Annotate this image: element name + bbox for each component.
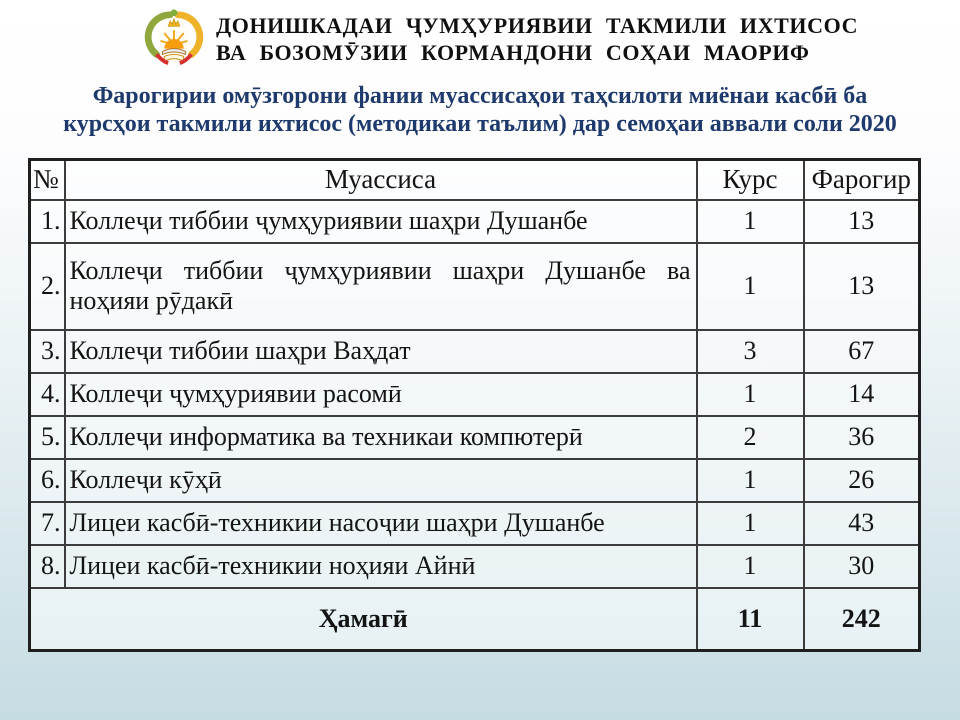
- total-enrolled: 242: [804, 588, 920, 651]
- row-number-cell: 3.: [30, 330, 65, 373]
- total-label: Ҳамагӣ: [30, 588, 697, 651]
- table-row: [30, 502, 920, 545]
- institution-cell: Коллеҷи тиббии ҷумҳуриявии шаҳри Душанбе: [65, 200, 697, 243]
- row-number-cell: 5.: [30, 416, 65, 459]
- header-enrolled: Фарогир: [804, 160, 920, 200]
- row-number-cell: 1.: [30, 200, 65, 243]
- course-cell: 1: [697, 373, 804, 416]
- institute-name-line1: ДОНИШКАДАИ ҶУМҲУРИЯВИИ ТАКМИЛИ ИХТИСОС: [216, 13, 859, 38]
- institution-cell: Коллеҷи тиббии ҷумҳуриявии шаҳри Душанбе ва ноҳияи рӯдакӣ: [65, 243, 697, 330]
- course-cell: 2: [697, 416, 804, 459]
- table-row: [30, 243, 920, 330]
- table-row: [30, 416, 920, 459]
- slide-title: [0, 82, 960, 138]
- row-number-cell: 6.: [30, 459, 65, 502]
- table-row: [30, 373, 920, 416]
- enrollment-table: [28, 158, 921, 652]
- table-header-row: [30, 160, 920, 200]
- table-row: [30, 459, 920, 502]
- institution-cell: Коллеҷи информатика ва техникаи компютерӣ: [65, 416, 697, 459]
- total-course: 11: [697, 588, 804, 651]
- row-number-cell: 4.: [30, 373, 65, 416]
- enrolled-cell: 67: [804, 330, 920, 373]
- course-cell: 1: [697, 200, 804, 243]
- enrolled-cell: 13: [804, 243, 920, 330]
- row-number-cell: 7.: [30, 502, 65, 545]
- enrolled-cell: 26: [804, 459, 920, 502]
- table-row: [30, 545, 920, 588]
- enrolled-cell: 14: [804, 373, 920, 416]
- slide-title-line1: Фарогирии омӯзгорони фании муассисаҳои таҳсилоти миёнаи касбӣ ба: [92, 83, 868, 109]
- institute-name-line2: ВА БОЗОМӮЗИИ КОРМАНДОНИ СОҲАИ МАОРИФ: [216, 40, 810, 65]
- enrolled-cell: 36: [804, 416, 920, 459]
- course-cell: 1: [697, 459, 804, 502]
- table-row: [30, 330, 920, 373]
- institution-cell: Лицеи касбӣ-техникии ноҳияи Айнӣ: [65, 545, 697, 588]
- course-cell: 1: [697, 243, 804, 330]
- enrolled-cell: 43: [804, 502, 920, 545]
- row-number-cell: 8.: [30, 545, 65, 588]
- tajikistan-emblem-logo: [143, 6, 205, 68]
- enrolled-cell: 13: [804, 200, 920, 243]
- institute-name: [216, 6, 858, 66]
- course-cell: 1: [697, 545, 804, 588]
- header-institution: Муассиса: [65, 160, 697, 200]
- enrolled-cell: 30: [804, 545, 920, 588]
- institution-cell: Коллеҷи ҷумҳуриявии расомӣ: [65, 373, 697, 416]
- header-num: №: [30, 160, 65, 200]
- slide-title-line2: курсҳои такмили ихтисос (методикаи таълим) дар семоҳаи аввали соли 2020: [63, 111, 897, 137]
- course-cell: 3: [697, 330, 804, 373]
- row-number-cell: 2.: [30, 243, 65, 330]
- institution-cell: Коллеҷи тиббии шаҳри Ваҳдат: [65, 330, 697, 373]
- institution-cell: Коллеҷи кӯҳӣ: [65, 459, 697, 502]
- total-row: [30, 588, 920, 651]
- course-cell: 1: [697, 502, 804, 545]
- header-course: Курс: [697, 160, 804, 200]
- institution-cell: Лицеи касбӣ-техникии насоҷии шаҳри Душанбе: [65, 502, 697, 545]
- slide-header: [143, 6, 858, 68]
- table-row: [30, 200, 920, 243]
